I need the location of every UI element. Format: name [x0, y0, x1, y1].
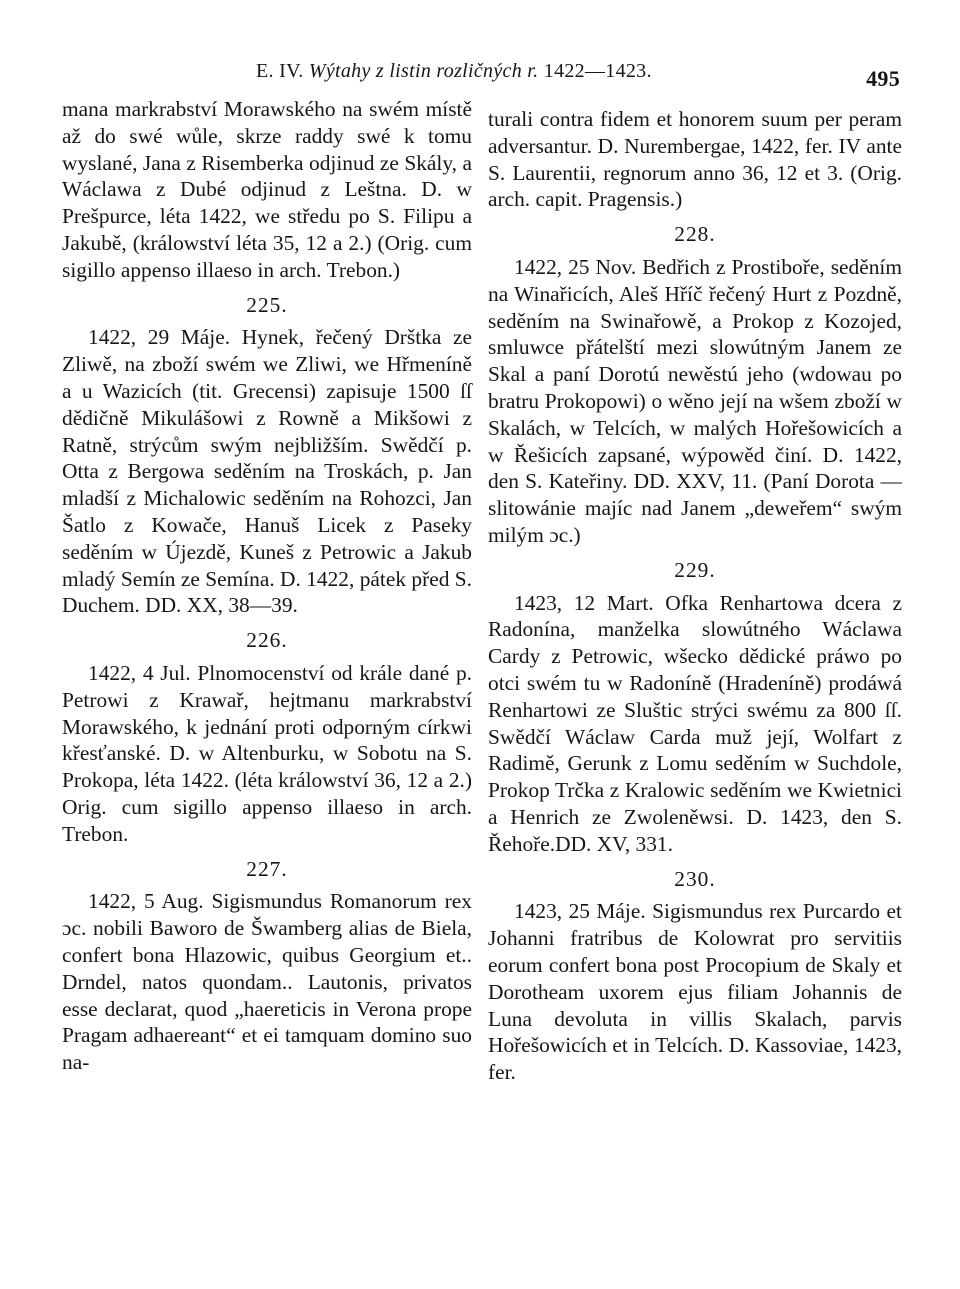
entry-224-continuation: mana markrabství Morawského na swém místě až do swé wůle, skrze raddy swé k tomu wyslané, Jana z Risemberka odjinud ze Skály, a Wáclawa z Dubé odjinud z Leštna. D. w Prešpurce, léta 1422, we středu po S. Filipu a Jakubě, (králowství léta 35, 12 a 2.) (Orig. cum sigillo appenso illaeso in arch. Trebon.): [62, 97, 472, 282]
section-label: E. IV.: [256, 60, 304, 82]
entry-number-225: 225.: [246, 292, 288, 317]
entry-226-text: 1422, 4 Jul. Plnomocenství od krále dané p. Petrowi z Krawař, hejtmanu markrabství Morawského, k jednání proti odporným církwi křesťanské. D. w Altenburku, w Sobotu na S. Prokopa, léta 1422. (léta králowství 36, 12 a 2.) Orig. cum sigillo appenso illaeso in arch. Trebon.: [62, 660, 472, 846]
entry-229-text: 1423, 12 Mart. Ofka Renhartowa dcera z Radonína, manželka slowútného Wáclawa Cardy z Petrowic, wšecko dědické práwo po otci swém tu w Radoníně (Hradeníně) prodáwá Renhartowi ze Sluštic strýci swému za 800 ſſ. Swědčí Wáclaw Carda muž její, Wolfart z Radimě, Gerunk z Lomu seděním w Suchdole, Prokop Trčka z Kralowic seděním we Kwietnici a Henrich ze Zwoleněwsi. D. 1423, den S. Řehoře.DD. XV, 331.: [488, 590, 902, 856]
left-column: [62, 96, 472, 1076]
entry-228-text: 1422, 25 Nov. Bedřich z Prostiboře, seděním na Winařicích, Aleš Hříč řečený Hurt z Pozdně, seděním na Swinařowě, a Prokop z Kozojed, smluwce přátelští mezi slowútným Janem ze Skal a paní Dorotú newěstú jeho (wdowau po bratru Prokopowi) o wěno její na wšem zboží w Skalách, w Telcích, w malých Hořešowicích a w Řešicích zapsané, wýpowěd činí. D. 1422, den S. Kateřiny. DD. XXV, 11. (Paní Dorota — slitowánie majíc nad Janem „deweřem“ swým milým ɔc.): [488, 254, 902, 547]
entry-number-226: 226.: [246, 628, 288, 653]
running-head: [256, 60, 652, 83]
right-column: [488, 106, 902, 1086]
entry-number-228: 228.: [674, 222, 716, 247]
entry-230-text: 1423, 25 Máje. Sigismundus rex Purcardo et Johanni fratribus de Kolowrat pro servitiis eorum confert bona post Procopium de Skaly et Dorotheam uxorem ejus filiam Johannis de Luna devoluta in villis Skalach, parvis Hořešowicích et in Telcích. D. Kassoviae, 1423, fer.: [488, 899, 902, 1085]
entry-227-text: 1422, 5 Aug. Sigismundus Romanorum rex ɔc. nobili Baworo de Šwamberg alias de Biela, confert bona Hlazowic, quibus Georgium et.. Drndel, natos quondam.. Lautonis, privatos esse declarat, quod „haereticis in Verona prope Pragam adhaereant“ et ei tamquam domino suo na-: [62, 889, 472, 1075]
entry-225-text: 1422, 29 Máje. Hynek, řečený Drštka ze Zliwě, na zboží swém we Zliwi, we Hřmeníně a u Wazicích (tit. Grecensi) zapisuje 1500 ſſ dědičně Mikulášowi z Rowně a Mikšowi z Ratně, strýcům swým nejbližším. Swědčí p. Otta z Bergowa seděním na Troskách, p. Jan mladší z Michalowic seděním na Rohozci, Jan Šatlo z Kowače, Hanuš Licek z Paseky seděním w Újezdě, Kuneš z Petrowic a Jakub mladý Semín ze Semína. D. 1422, pátek před S. Duchem. DD. XX, 38—39.: [62, 325, 472, 618]
entry-number-230: 230.: [674, 866, 716, 891]
running-title: Wýtahy z listin rozličných r.: [308, 60, 539, 82]
entry-227-continuation: turali contra fidem et honorem suum per peram adversantur. D. Nurembergae, 1422, fer. IV ante S. Laurentii, regnorum anno 36, 12 et 3. (Orig. arch. capit. Pragensis.): [488, 107, 902, 212]
running-years: 1422—1423.: [543, 60, 652, 82]
entry-number-227: 227.: [246, 856, 288, 881]
entry-number-229: 229.: [674, 557, 716, 582]
page-header: [62, 56, 900, 96]
page-number: 495: [866, 66, 900, 91]
